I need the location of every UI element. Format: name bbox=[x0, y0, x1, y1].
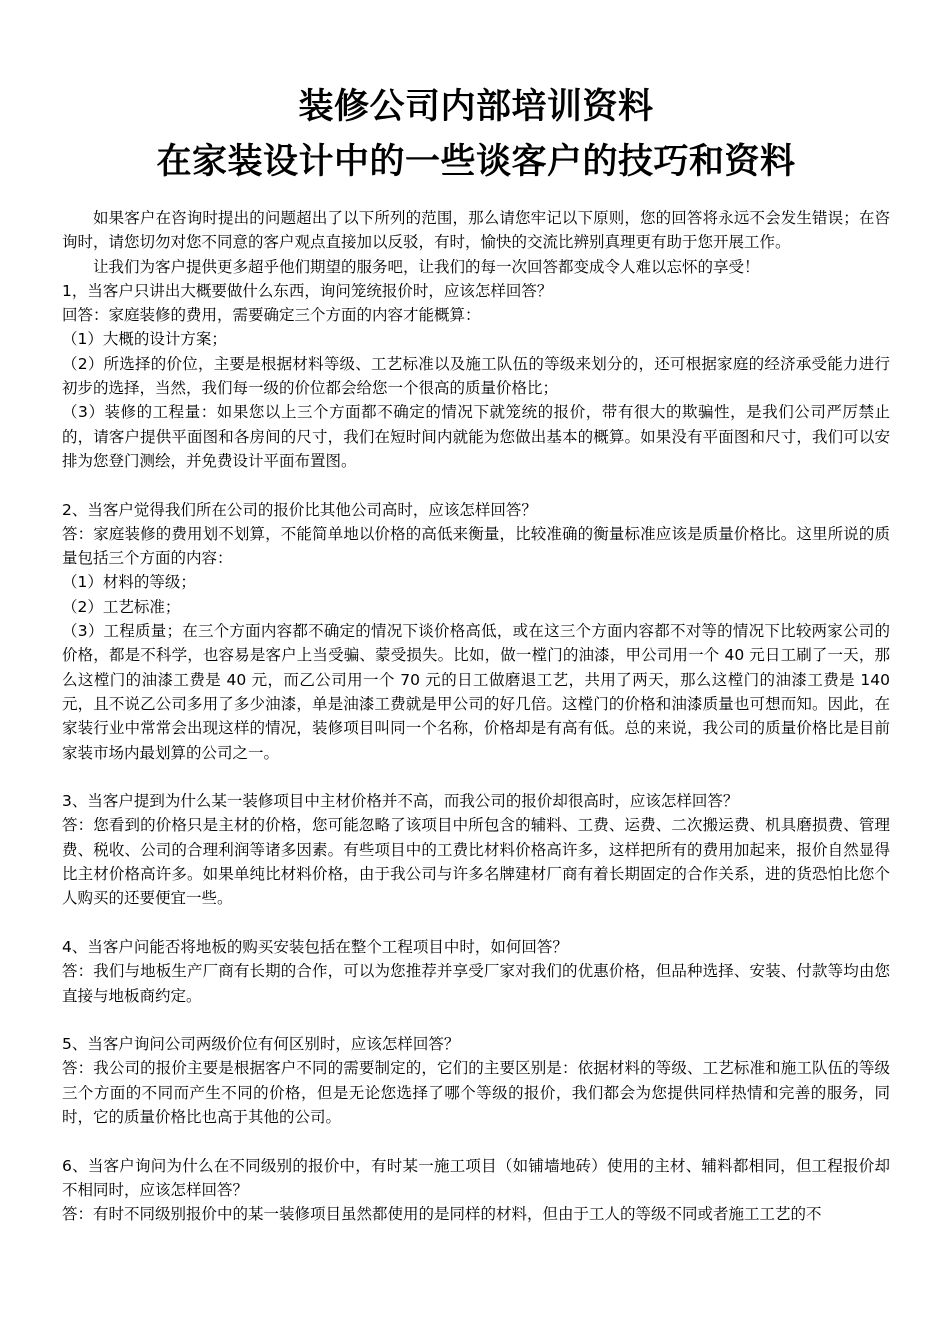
question-6: 6、当客户询问为什么在不同级别的报价中，有时某一施工项目（如铺墙地砖）使用的主材、辅料都相同，但工程报价却不相同时，应该怎样回答？ bbox=[62, 1156, 890, 1199]
spacer bbox=[62, 765, 890, 789]
answer-1-item-1: （1）大概的设计方案； bbox=[62, 330, 227, 349]
intro-paragraph: 让我们为客户提供更多超乎他们期望的服务吧，让我们的每一次回答都变成令人难以忘怀的享受！ bbox=[93, 257, 760, 276]
question-1: 1，当客户只讲出大概要做什么东西，询问笼统报价时，应该怎样回答？ bbox=[62, 281, 553, 300]
spacer bbox=[62, 473, 890, 497]
answer-2-item-2: （2）工艺标准； bbox=[62, 597, 181, 616]
answer-3: 答：您看到的价格只是主材的价格，您可能忽略了该项目中所包含的辅料、工费、运费、二次搬运费、机具磨损费、管理费、税收、公司的合理利润等诸多因素。有些项目中的工费比材料价格高许多，这样把所有的费用加起来，报价自然显得比主材价格高许多。如果单纯比材料价格，由于我公司与许多名牌建材厂商有着长期固定的合作关系，进的货恐怕比您个人购买的还要便宜一些。 bbox=[62, 816, 890, 908]
document-subtitle: 在家装设计中的一些谈客户的技巧和资料 bbox=[156, 142, 796, 182]
answer-5: 答：我公司的报价主要是根据客户不同的需要制定的，它们的主要区别是：依据材料的等级、工艺标准和施工队伍的等级三个方面的不同而产生不同的价格，但是无论您选择了哪个等级的报价，我们都会为您提供同样热情和完善的服务，同时，它的质量价格比也高于其他的公司。 bbox=[62, 1059, 890, 1126]
question-5: 5、当客户询问公司两级价位有何区别时，应该怎样回答？ bbox=[62, 1035, 460, 1054]
answer-2-item-1: （1）材料的等级； bbox=[62, 573, 196, 592]
intro-paragraph: 如果客户在咨询时提出的问题超出了以下所列的范围，那么请您牢记以下原则，您的回答将永远不会发生错误；在咨询时，请您切勿对您不同意的客户观点直接加以反驳，有时，愉快的交流比辨别真理更有助于您开展工作。 bbox=[62, 209, 890, 252]
question-4: 4、当客户问能否将地板的购买安装包括在整个工程项目中时，如何回答？ bbox=[62, 937, 568, 956]
answer-2-item-3: （3）工程质量；在三个方面内容都不确定的情况下谈价格高低，或在这三个方面内容都不对等的情况下比较两家公司的价格，都是不科学，也容易是客户上当受骗、蒙受损失。比如，做一樘门的油漆，甲公司用一个 40 元日工刷了一天，那么这樘门的油漆工费是 40 元，而乙公司用一个 70 元的日工做磨退工艺，共用了两天，那么这樘门的油漆工费是 140 元，且不说乙公司多用了多少油漆，单是油漆工费就是甲公司的好几倍。这樘门的价格和油漆质量也可想而知。因此，在家装行业中常常会出现这样的情况，装修项目叫同一个名称，价格却是有高有低。总的来说，我公司的质量价格比是目前家装市场内最划算的公司之一。 bbox=[62, 622, 890, 762]
spacer bbox=[62, 1129, 890, 1153]
spacer bbox=[62, 1008, 890, 1032]
document-body bbox=[62, 206, 890, 1226]
answer-1: 回答：家庭装修的费用，需要确定三个方面的内容才能概算： bbox=[62, 306, 481, 325]
answer-6: 答：有时不同级别报价中的某一装修项目虽然都使用的是同样的材料，但由于工人的等级不同或者施工工艺的不 bbox=[62, 1205, 822, 1224]
answer-2: 答：家庭装修的费用划不划算，不能简单地以价格的高低来衡量，比较准确的衡量标准应该是质量价格比。这里所说的质量包括三个方面的内容： bbox=[62, 524, 890, 568]
question-2: 2、当客户觉得我们所在公司的报价比其他公司高时，应该怎样回答？ bbox=[62, 500, 537, 519]
document-title: 装修公司内部培训资料 bbox=[298, 87, 654, 127]
answer-1-item-2: （2）所选择的价位，主要是根据材料等级、工艺标准以及施工队伍的等级来划分的，还可根据家庭的经济承受能力进行初步的选择，当然，我们每一级的价位都会给您一个很高的质量价格比； bbox=[62, 354, 890, 398]
answer-1-item-3: （3）装修的工程量：如果您以上三个方面都不确定的情况下就笼统的报价，带有很大的欺骗性，是我们公司严厉禁止的，请客户提供平面图和各房间的尺寸，我们在短时间内就能为您做出基本的概算。如果没有平面图和尺寸，我们可以安排为您登门测绘，并免费设计平面布置图。 bbox=[62, 403, 890, 470]
spacer bbox=[62, 911, 890, 935]
answer-4: 答：我们与地板生产厂商有长期的合作，可以为您推荐并享受厂家对我们的优惠价格，但品种选择、安装、付款等均由您直接与地板商约定。 bbox=[62, 962, 890, 1005]
question-3: 3、当客户提到为什么某一装修项目中主材价格并不高，而我公司的报价却很高时，应该怎样回答？ bbox=[62, 792, 739, 811]
